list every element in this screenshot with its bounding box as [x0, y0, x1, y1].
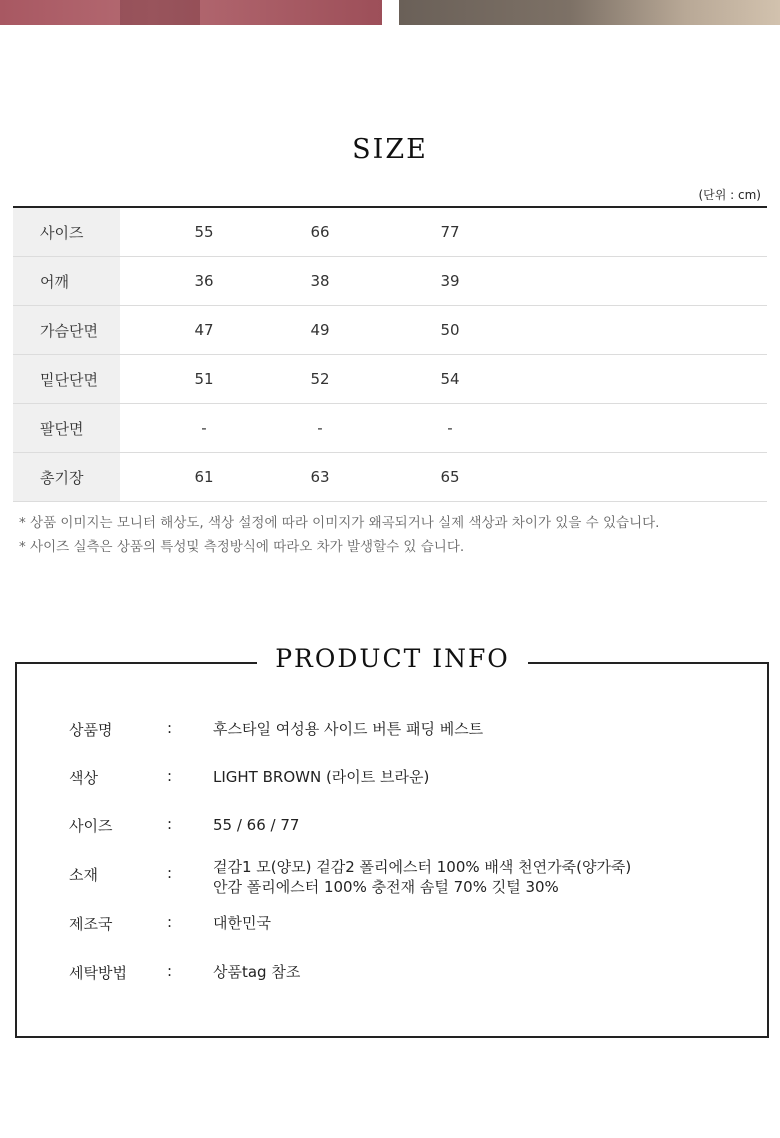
table-cell: 49 — [310, 321, 330, 339]
row-header: 어깨 — [13, 257, 120, 305]
product-photo-right — [399, 0, 780, 25]
table-cell: 63 — [310, 468, 330, 486]
info-value: 겉감1 모(양모) 겉감2 폴리에스터 100% 배색 천연가죽(양가죽) — [213, 858, 632, 876]
info-value: LIGHT BROWN (라이트 브라운) — [213, 768, 430, 786]
table-cell: 39 — [440, 272, 460, 290]
table-row — [13, 404, 767, 453]
info-value: 후스타일 여성용 사이드 버튼 패딩 베스트 — [213, 720, 484, 738]
table-row — [13, 355, 767, 404]
info-label: 색상 — [69, 769, 98, 787]
note-line: * 사이즈 실측은 상품의 특성및 측정방식에 따라오 차가 발생할수 있 습니다. — [19, 539, 465, 555]
table-cell: - — [447, 419, 453, 437]
row-header: 사이즈 — [13, 208, 120, 256]
table-cell: 65 — [440, 468, 460, 486]
size-title: SIZE — [352, 134, 428, 165]
table-cell: 52 — [310, 370, 330, 388]
info-value: 대한민국 — [213, 914, 271, 932]
info-label: 세탁방법 — [69, 964, 127, 982]
info-label: 사이즈 — [69, 817, 113, 835]
table-cell: 54 — [440, 370, 460, 388]
size-notes — [19, 511, 659, 559]
table-cell: 55 — [194, 223, 214, 241]
table-cell: 61 — [194, 468, 214, 486]
table-row — [13, 208, 767, 257]
info-value: 55 / 66 / 77 — [213, 816, 300, 834]
table-cell: 66 — [310, 223, 330, 241]
row-header: 밑단단면 — [13, 355, 120, 403]
info-colon: : — [167, 962, 173, 980]
table-cell: - — [317, 419, 323, 437]
info-colon: : — [167, 913, 173, 931]
info-label: 제조국 — [69, 915, 113, 933]
table-row — [13, 257, 767, 306]
table-cell: 77 — [440, 223, 460, 241]
info-colon: : — [167, 815, 173, 833]
table-row — [13, 453, 767, 502]
info-colon: : — [167, 864, 173, 882]
note-line: * 상품 이미지는 모니터 해상도, 색상 설정에 따라 이미지가 왜곡되거나 실제 색상과 차이가 있을 수 있습니다. — [19, 515, 660, 531]
row-header: 팔단면 — [13, 404, 120, 452]
table-cell: - — [201, 419, 207, 437]
info-colon: : — [167, 719, 173, 737]
info-colon: : — [167, 767, 173, 785]
table-cell: 47 — [194, 321, 214, 339]
product-info-title: PRODUCT INFO — [257, 644, 528, 673]
info-value-line2: 안감 폴리에스터 100% 충전재 솜털 70% 깃털 30% — [213, 878, 559, 896]
table-cell: 50 — [440, 321, 460, 339]
row-header: 총기장 — [13, 453, 120, 501]
info-label: 상품명 — [69, 721, 113, 739]
row-header: 가슴단면 — [13, 306, 120, 354]
table-cell: 51 — [194, 370, 214, 388]
table-row — [13, 306, 767, 355]
unit-label: (단위 : cm) — [698, 188, 761, 202]
info-value: 상품tag 참조 — [213, 963, 301, 981]
product-photo-left — [0, 0, 382, 25]
info-label: 소재 — [69, 866, 98, 884]
table-cell: 38 — [310, 272, 330, 290]
table-cell: 36 — [194, 272, 214, 290]
size-table — [13, 206, 767, 502]
